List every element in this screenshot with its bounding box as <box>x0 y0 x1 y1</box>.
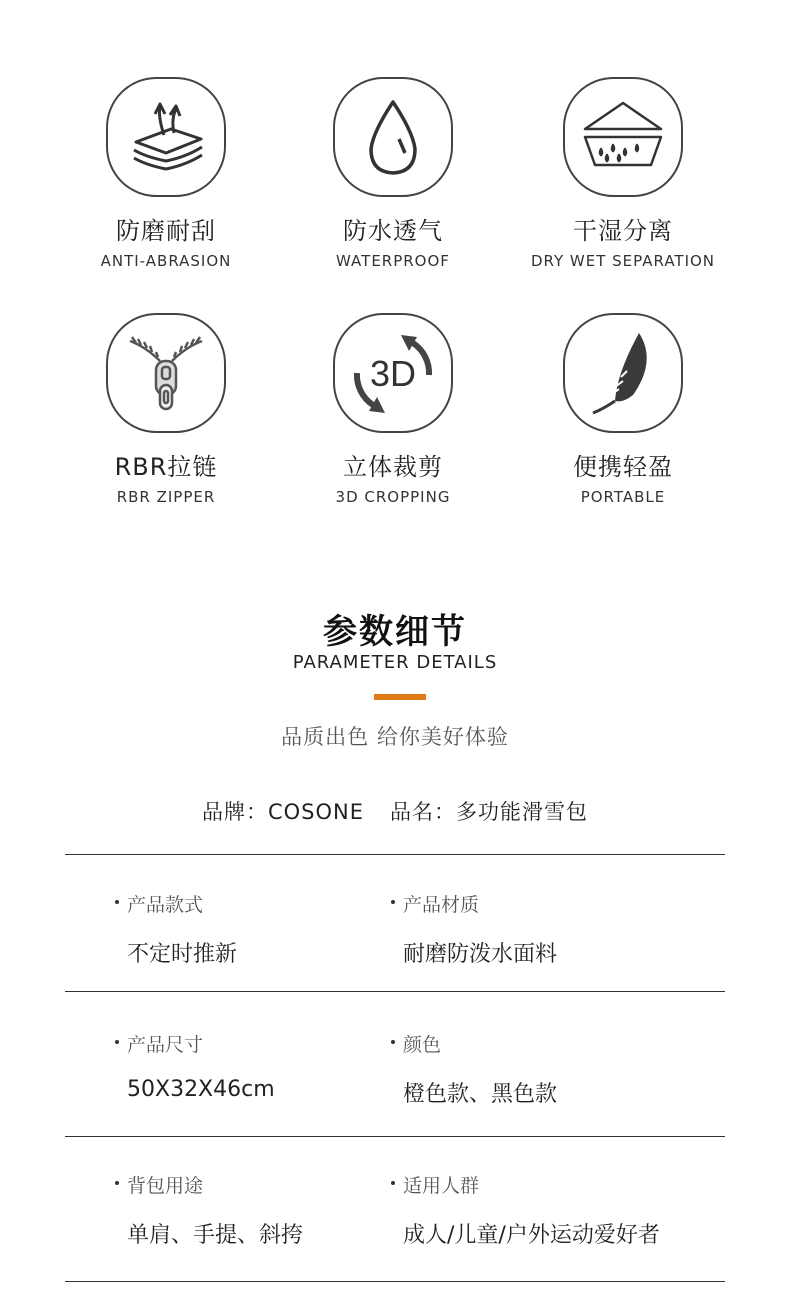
param-label: 产品款式 <box>127 894 204 916</box>
param-value: 成人/儿童/户外运动爱好者 <box>403 1223 660 1248</box>
tagline: 品质出色 给你美好体验 <box>281 725 509 749</box>
layers-icon <box>106 77 226 197</box>
feature-subtitle: WATERPROOF <box>336 252 450 270</box>
feature-anti-abrasion <box>51 77 281 270</box>
product-name-text: 品名：多功能滑雪包 <box>390 800 589 824</box>
feature-subtitle: RBR ZIPPER <box>116 488 216 506</box>
dry-wet-icon <box>563 77 683 197</box>
feature-3d-cropping <box>278 313 508 506</box>
brand-line <box>0 796 790 826</box>
divider <box>65 854 725 855</box>
feature-title: 干湿分离 <box>573 217 673 245</box>
param-label: 适用人群 <box>403 1175 480 1197</box>
param-label: 产品尺寸 <box>127 1034 204 1056</box>
3d-text: 3D <box>369 353 417 394</box>
feature-subtitle: ANTI-ABRASION <box>100 252 232 270</box>
feather-icon <box>563 313 683 433</box>
param-label: 颜色 <box>403 1034 442 1056</box>
accent-bar <box>374 694 426 700</box>
feature-title: 立体裁剪 <box>343 453 443 481</box>
bullet-icon <box>391 1181 395 1185</box>
param-usage <box>115 1171 415 1249</box>
zipper-icon <box>106 313 226 433</box>
param-value: 不定时推新 <box>127 942 238 967</box>
feature-portable <box>508 313 738 506</box>
param-value: 橙色款、黑色款 <box>403 1082 558 1107</box>
feature-subtitle: PORTABLE <box>580 488 666 506</box>
bullet-icon <box>115 1181 119 1185</box>
param-color <box>391 1030 691 1108</box>
bullet-icon <box>391 900 395 904</box>
param-label: 产品材质 <box>403 894 480 916</box>
param-value: 耐磨防泼水面料 <box>403 942 558 967</box>
param-style <box>115 890 415 968</box>
section-title: 参数细节 <box>323 612 467 652</box>
brand-text: 品牌：COSONE <box>201 800 365 824</box>
bullet-icon <box>115 900 119 904</box>
param-value: 单肩、手提、斜挎 <box>127 1223 304 1248</box>
param-audience <box>391 1171 691 1249</box>
feature-title: 便携轻盈 <box>573 453 673 481</box>
divider <box>65 1281 725 1282</box>
feature-waterproof <box>278 77 508 270</box>
param-label: 背包用途 <box>127 1175 204 1197</box>
param-size <box>115 1030 415 1102</box>
param-material <box>391 890 691 968</box>
feature-dry-wet <box>508 77 738 270</box>
bullet-icon <box>391 1040 395 1044</box>
3d-icon <box>333 313 453 433</box>
feature-rbr-zipper <box>51 313 281 506</box>
section-subtitle: PARAMETER DETAILS <box>292 652 498 673</box>
feature-subtitle: 3D CROPPING <box>335 488 451 506</box>
feature-title: 防水透气 <box>343 217 443 245</box>
bullet-icon <box>115 1040 119 1044</box>
divider <box>65 1136 725 1137</box>
feature-subtitle: DRY WET SEPARATION <box>530 252 716 270</box>
feature-title: RBR拉链 <box>114 453 218 481</box>
divider <box>65 991 725 992</box>
param-value: 50X32X46cm <box>127 1077 275 1102</box>
feature-title: 防磨耐刮 <box>116 217 216 245</box>
water-drop-icon <box>333 77 453 197</box>
